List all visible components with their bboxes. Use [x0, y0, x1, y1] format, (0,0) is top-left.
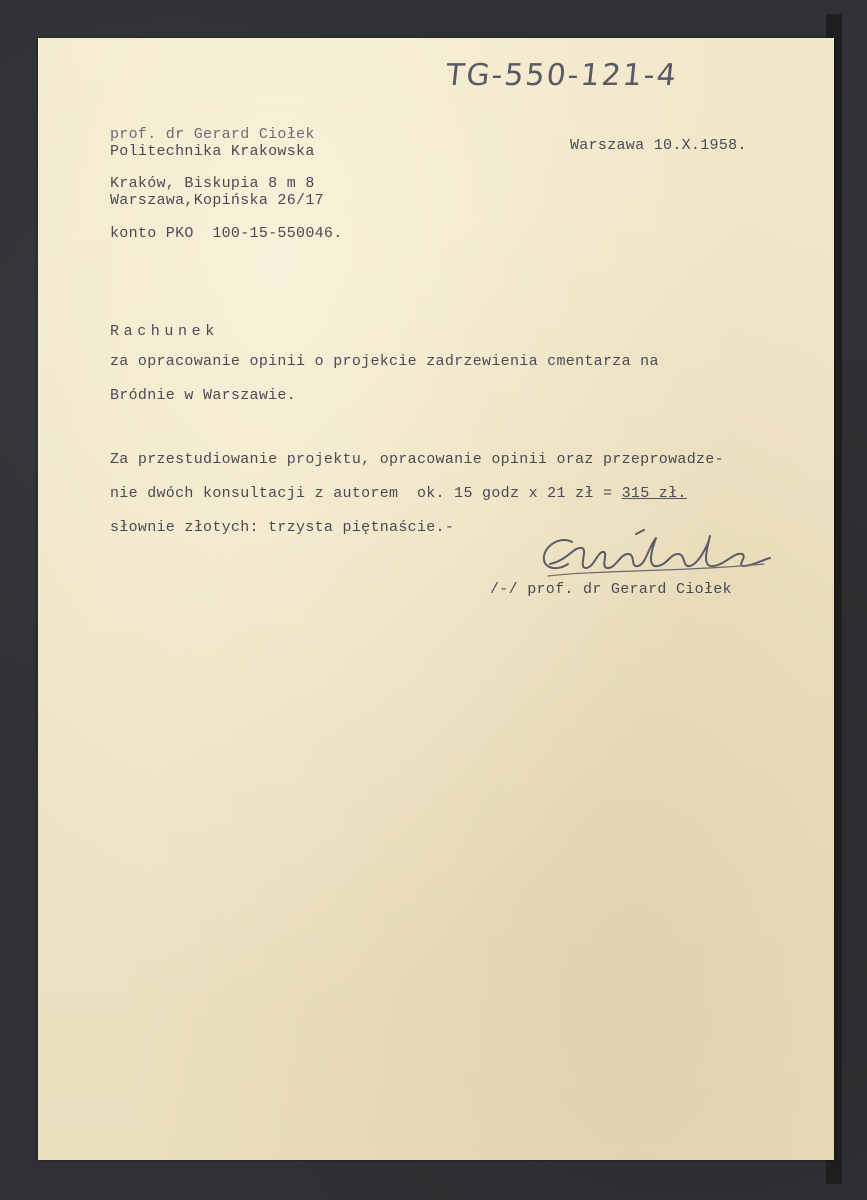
- sender-name: prof. dr Gerard Ciołek: [110, 126, 315, 143]
- bank-account: konto PKO 100-15-550046.: [110, 225, 343, 242]
- sender-institution: Politechnika Krakowska: [110, 143, 315, 160]
- bill-subject-line-1: za opracowanie opinii o projekcie zadrzewienia cmentarza na: [110, 353, 659, 370]
- bill-body-line-1: Za przestudiowanie projektu, opracowanie opinii oraz przeprowadze-: [110, 451, 724, 468]
- bill-body-line-2: [110, 484, 687, 503]
- bill-heading: Rachunek: [110, 323, 219, 340]
- bill-subject-line-2: Bródnie w Warszawie.: [110, 387, 297, 404]
- sender-address-warszawa: Warszawa,Kopińska 26/17: [110, 192, 324, 209]
- signature-caption: /-/ prof. dr Gerard Ciołek: [490, 581, 732, 598]
- handwritten-signature: [538, 524, 774, 584]
- archive-code-handwritten: TG-550-121-4: [444, 58, 680, 93]
- bill-amount-in-words: słownie złotych: trzysta piętnaście.-: [110, 519, 455, 536]
- bill-body-line-2-text: nie dwóch konsultacji z autorem ok. 15 godz x 21 zł =: [110, 485, 622, 502]
- place-date: Warszawa 10.X.1958.: [570, 137, 747, 154]
- bill-amount: 315 zł.: [621, 485, 687, 502]
- sender-address-krakow: Kraków, Biskupia 8 m 8: [110, 175, 315, 192]
